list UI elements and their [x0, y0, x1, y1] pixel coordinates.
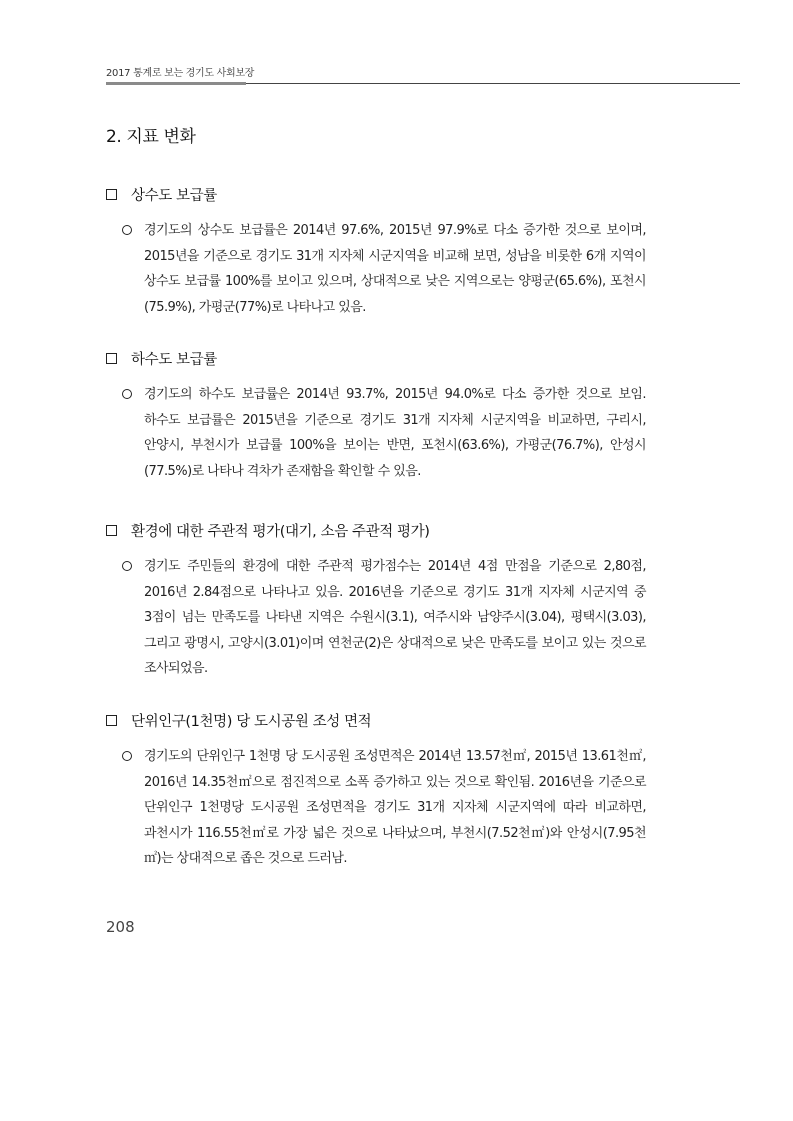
header-rule	[246, 83, 740, 84]
bullet-paragraph	[106, 382, 646, 484]
square-bullet-icon	[106, 189, 117, 200]
section-title: 2. 지표 변화	[106, 127, 196, 147]
page-number: 208	[106, 918, 135, 936]
subsection-heading-text: 환경에 대한 주관적 평가(대기, 소음 주관적 평가)	[131, 524, 430, 540]
subsection-heading	[106, 710, 646, 731]
subsection-heading	[106, 520, 646, 541]
subsection-sewerage	[106, 348, 646, 484]
subsection-urban-park	[106, 710, 646, 872]
header-rule-accent	[106, 82, 246, 85]
circle-bullet-icon	[122, 225, 132, 235]
subsection-heading	[106, 184, 646, 205]
subsection-heading-text: 상수도 보급률	[131, 188, 217, 204]
square-bullet-icon	[106, 715, 117, 726]
bullet-paragraph	[106, 218, 646, 320]
circle-bullet-icon	[122, 389, 132, 399]
bullet-paragraph	[106, 554, 646, 682]
subsection-water-supply	[106, 184, 646, 320]
subsection-environment	[106, 520, 646, 682]
bullet-text: 경기도 주민들의 환경에 대한 주관적 평가점수는 2014년 4점 만점을 기준으로 2,80점, 2016년 2.84점으로 나타나고 있음. 2016년을 기준으로 경기도 31개 지자체 시군지역 중 3점이 넘는 만족도를 나타낸 지역은 수원시(3.1), 여주시와 남양주시(3.04), 평택시(3.03), 그리고 광명시, 고양시(3.01)이며 연천군(2)은 상대적으로 낮은 만족도를 보이고 있는 것으로 조사되었음.	[144, 559, 646, 676]
bullet-text: 경기도의 하수도 보급률은 2014년 93.7%, 2015년 94.0%로 다소 증가한 것으로 보임. 하수도 보급률은 2015년을 기준으로 경기도 31개 지자체 시군지역을 비교하면, 구리시, 안양시, 부천시가 보급률 100%을 보이는 반면, 포천시(63.6%), 가평군(76.7%), 안성시(77.5%)로 나타나 격차가 존재함을 확인할 수 있음.	[144, 387, 646, 479]
circle-bullet-icon	[122, 751, 132, 761]
bullet-text: 경기도의 단위인구 1천명 당 도시공원 조성면적은 2014년 13.57천㎡, 2015년 13.61천㎡, 2016년 14.35천㎡으로 점진적으로 소폭 증가하고 있는 것으로 확인됨. 2016년을 기준으로 단위인구 1천명당 도시공원 조성면적을 경기도 31개 지자체 시군지역에 따라 비교하면, 과천시가 116.55천㎡로 가장 넓은 것으로 나타났으며, 부천시(7.52천㎡)와 안성시(7.95천㎡)는 상대적으로 좁은 것으로 드러남.	[144, 749, 646, 866]
square-bullet-icon	[106, 353, 117, 364]
bullet-paragraph	[106, 744, 646, 872]
subsection-heading-text: 단위인구(1천명) 당 도시공원 조성 면적	[131, 714, 372, 730]
subsection-heading	[106, 348, 646, 369]
square-bullet-icon	[106, 525, 117, 536]
circle-bullet-icon	[122, 561, 132, 571]
subsection-heading-text: 하수도 보급률	[131, 352, 217, 368]
bullet-text: 경기도의 상수도 보급률은 2014년 97.6%, 2015년 97.9%로 다소 증가한 것으로 보이며, 2015년을 기준으로 경기도 31개 지자체 시군지역을 비교해 보면, 성남을 비롯한 6개 지역이 상수도 보급률 100%를 보이고 있으며, 상대적으로 낮은 지역으로는 양평군(65.6%), 포천시(75.9%), 가평군(77%)로 나타나고 있음.	[144, 223, 646, 315]
running-header-title: 2017 통계로 보는 경기도 사회보장	[106, 68, 255, 79]
